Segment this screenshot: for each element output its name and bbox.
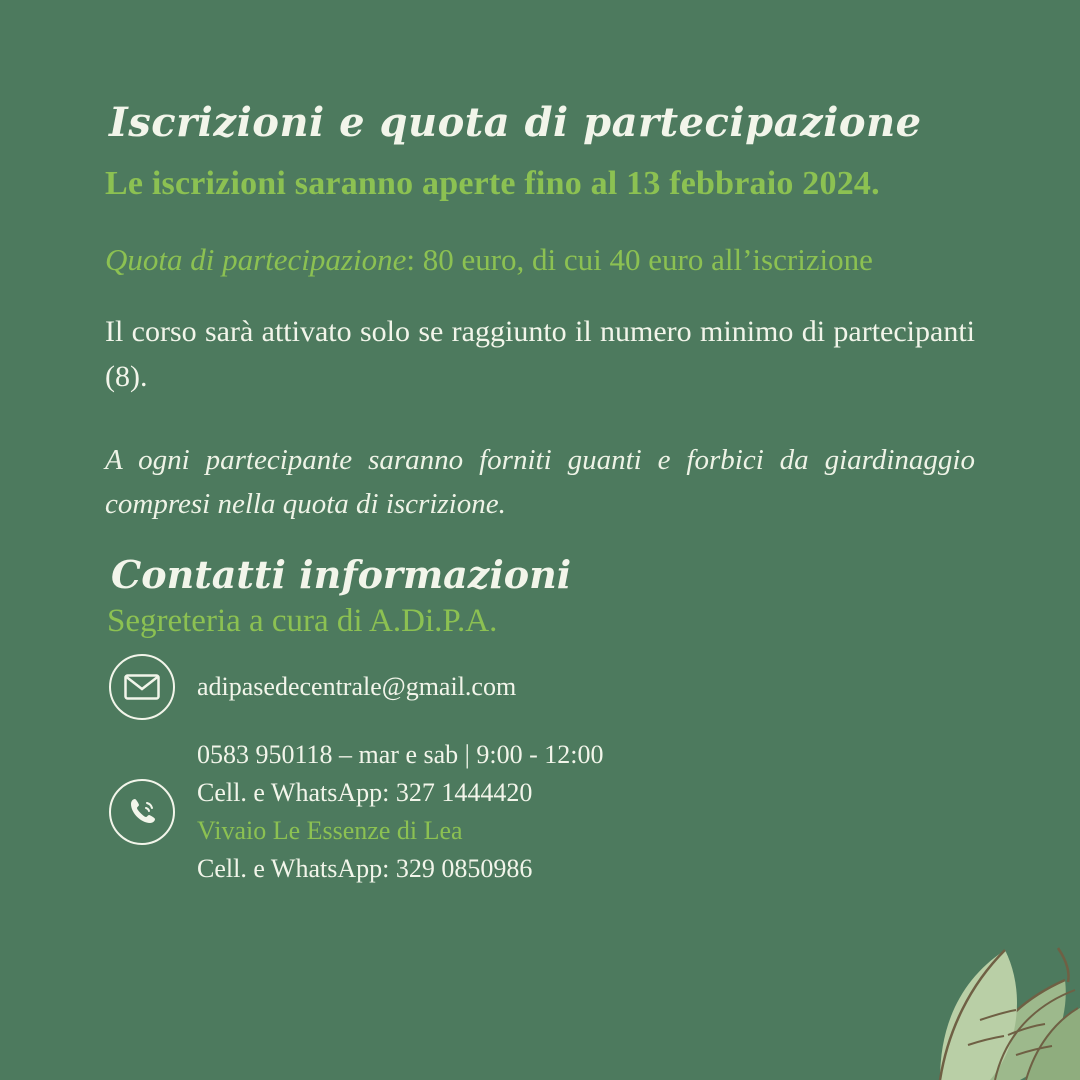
- phone-line-vivaio-mobile: Cell. e WhatsApp: 329 0850986: [197, 853, 533, 883]
- email-contact-row[interactable]: [109, 654, 975, 720]
- phone-line-office: 0583 950118 – mar e sab | 9:00 - 12:00: [197, 740, 604, 770]
- phone-line-vivaio: Vivaio Le Essenze di Lea: [197, 816, 463, 846]
- phone-line-mobile: Cell. e WhatsApp: 327 1444420: [197, 778, 533, 808]
- envelope-icon: [109, 654, 175, 720]
- registration-deadline: Le iscrizioni saranno aperte fino al 13 febbraio 2024.: [105, 165, 880, 202]
- phone-details: [197, 736, 603, 888]
- email-address[interactable]: adipasedecentrale@gmail.com: [197, 672, 517, 702]
- participation-fee-label: Quota di partecipazione: [105, 241, 407, 277]
- participation-fee: [105, 236, 975, 283]
- included-materials-note: A ogni partecipante saranno forniti guanti e forbici da giardinaggio compresi nella quota di iscrizione.: [105, 443, 975, 521]
- contacts-title: Contatti informazioni: [111, 552, 572, 598]
- phone-contact-row[interactable]: [109, 736, 975, 888]
- participation-fee-value: : 80 euro, di cui 40 euro all’iscrizione: [406, 241, 873, 277]
- phone-icon: [109, 779, 175, 845]
- minimum-participants-note: Il corso sarà attivato solo se raggiunto il numero minimo di partecipanti (8).: [105, 314, 975, 394]
- secretariat-line: Segreteria a cura di A.Di.P.A.: [107, 603, 498, 640]
- page-title: Iscrizioni e quota di partecipazione: [109, 99, 922, 146]
